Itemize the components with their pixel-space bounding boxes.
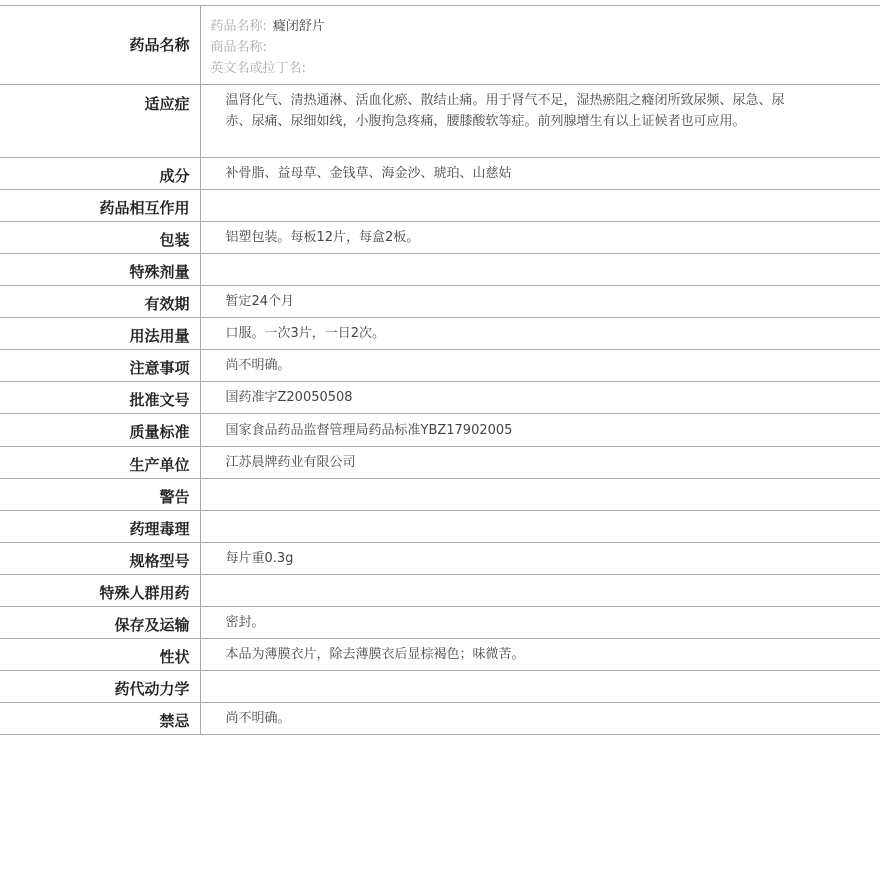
latin-name-key: 英文名或拉丁名:: [210, 61, 306, 76]
table-row-interactions: [0, 190, 880, 222]
generic-name-line: [211, 16, 871, 37]
table-row-dosage: [0, 318, 880, 350]
table-row-special-populations: [0, 575, 880, 607]
row-value: 密封。: [200, 607, 880, 639]
row-value: [200, 190, 880, 222]
table-row-special-dosage: [0, 254, 880, 286]
row-value: 江苏晨牌药业有限公司: [200, 447, 880, 479]
row-label: 有效期: [0, 286, 200, 318]
row-label: 禁忌: [0, 703, 200, 735]
table-row-ingredients: [0, 158, 880, 190]
row-value: [200, 671, 880, 703]
table-row-indications: [0, 85, 880, 158]
row-value: [200, 479, 880, 511]
row-value: [200, 575, 880, 607]
table-row-contraindications: [0, 703, 880, 735]
table-row-drug-name: [0, 6, 880, 85]
row-label: 质量标准: [0, 414, 200, 447]
trade-name-line: [211, 37, 871, 58]
row-label: 药理毒理: [0, 511, 200, 543]
row-value: [200, 511, 880, 543]
row-value: 暂定24个月: [200, 286, 880, 318]
row-value: 温肾化气、清热通淋、活血化瘀、散结止痛。用于肾气不足，湿热瘀阻之癃闭所致尿频、尿急、尿赤、尿痛、尿细如线，小腹拘急疼痛，腰膝酸软等症。前列腺增生有以上证候者也可应用。: [200, 85, 880, 158]
table-row-specification: [0, 543, 880, 575]
row-label: 保存及运输: [0, 607, 200, 639]
table-row-pharmacology: [0, 511, 880, 543]
row-label: 性状: [0, 639, 200, 671]
generic-name-key: 药品名称:: [210, 19, 267, 34]
row-value: 铝塑包装。每板12片，每盒2板。: [200, 222, 880, 254]
row-label: 包装: [0, 222, 200, 254]
row-label: 适应症: [0, 85, 200, 158]
generic-name-value: 癃闭舒片: [272, 19, 325, 34]
row-label: 成分: [0, 158, 200, 190]
row-value: 每片重0.3g: [200, 543, 880, 575]
row-label: 特殊剂量: [0, 254, 200, 286]
row-label: 警告: [0, 479, 200, 511]
row-label: 药品相互作用: [0, 190, 200, 222]
table-row-quality-standard: [0, 414, 880, 447]
row-value: [200, 254, 880, 286]
row-value: 尚不明确。: [200, 350, 880, 382]
row-value: 口服。一次3片，一日2次。: [200, 318, 880, 350]
latin-name-line: [211, 58, 871, 79]
row-label: 生产单位: [0, 447, 200, 479]
drug-name-cell: [200, 6, 880, 85]
row-value: 国药准字Z20050508: [200, 382, 880, 414]
row-label: 药代动力学: [0, 671, 200, 703]
table-row-manufacturer: [0, 447, 880, 479]
row-label: 注意事项: [0, 350, 200, 382]
row-label: 药品名称: [0, 6, 200, 85]
table-row-warnings: [0, 479, 880, 511]
row-value: 补骨脂、益母草、金钱草、海金沙、琥珀、山慈姑: [200, 158, 880, 190]
row-value: 尚不明确。: [200, 703, 880, 735]
drug-info-table: [0, 5, 880, 735]
row-value: 国家食品药品监督管理局药品标准YBZ17902005: [200, 414, 880, 447]
row-label: 规格型号: [0, 543, 200, 575]
table-row-precautions: [0, 350, 880, 382]
table-row-storage: [0, 607, 880, 639]
table-row-approval-number: [0, 382, 880, 414]
table-row-shelf-life: [0, 286, 880, 318]
table-row-description: [0, 639, 880, 671]
row-label: 批准文号: [0, 382, 200, 414]
table-row-packaging: [0, 222, 880, 254]
row-label: 用法用量: [0, 318, 200, 350]
table-row-pharmacokinetics: [0, 671, 880, 703]
trade-name-key: 商品名称:: [210, 40, 267, 55]
row-value: 本品为薄膜衣片，除去薄膜衣后显棕褐色；味微苦。: [200, 639, 880, 671]
row-label: 特殊人群用药: [0, 575, 200, 607]
